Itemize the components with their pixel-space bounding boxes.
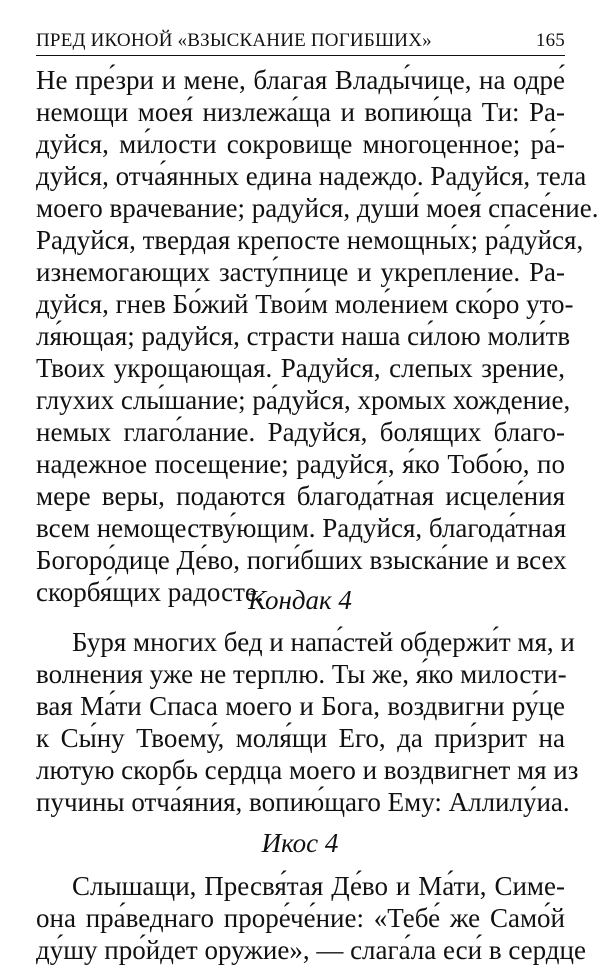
text-line: немощи моея́ низлежа́ща и вопию́ща Ти: Ра- [36,97,565,127]
text-line: немых глаго́лание. Радуйся, болящих благо- [36,417,565,447]
running-header [36,24,565,56]
text-line: глухих слы́шание; ра́дуйся, хромых хождение, [36,385,571,415]
text-line: надежное посещение; радуйся, я́ко Тобо́ю, по [36,449,565,479]
text-line: Богоро́дице Де́во, поги́бших взыска́ние и всех [36,545,567,575]
text-line: ля́ющая; радуйся, страсти наша си́лою моли́тв [36,321,571,351]
running-title: ПРЕД ИКОНОЙ «ВЗЫСКАНИЕ ПОГИБШИХ» [36,30,432,51]
text-line: Буря многих бед и напа́стей обдержи́т мя, и [72,627,575,657]
text-line: дуйся, гнев Бо́жий Твои́м моле́нием ско́ро уто- [36,289,574,319]
text-line: Твоих укрощающая. Радуйся, слепых зрение, [36,353,565,383]
ikos-4-text [36,870,586,966]
kondak-4-heading: Кондак 4 [248,585,352,615]
page-number: 165 [535,30,565,51]
text-line: она пра́веднаго проре́че́ние: «Тебе́ же Само́й [36,903,565,933]
ikos-3-text [36,64,599,608]
ikos-4-heading: Икос 4 [261,828,339,858]
text-line: всем немоществу́ющим. Радуйся, благода́тная [36,513,567,543]
text-line: Радуйся, твердая крепосте немощны́х; ра́дуйся, [36,225,584,255]
text-line: ду́шу про́йдет оружие», — слага́ла еси́ в сердце [36,935,586,965]
kondak-4-text [36,626,579,818]
text-line: пучины отча́яния, вопию́щаго Ему: Аллилу́иа. [36,787,570,817]
text-line: мере веры, подаются благода́тная исцеле́ния [36,481,565,511]
text-line: скорбя́щих радосте. [36,577,264,607]
text-line: дуйся, ми́лости сокровище многоценное; ра́- [36,129,565,159]
text-line: дуйся, отча́янных едина надеждо. Радуйся, тела [36,161,587,191]
text-line: вая Ма́ти Спаса моего и Бога, воздвигни ру́це [36,691,565,721]
text-line: волнения уже не терплю. Ты же, я́ко милости- [36,659,567,689]
text-line: моего врачевание; радуйся, души́ моея́ спасе́ние. [36,193,599,223]
text-line: Не пре́зри и мене, благая Влады́чице, на одре́ [36,65,565,95]
text-line: лютую скорбь сердца моего и воздвигнет мя из [36,755,579,785]
text-line: к Сы́ну Твоему́, моля́щи Его, да при́зрит на [36,723,565,753]
text-line: изнемогающих засту́пнице и укрепление. Ра- [36,257,565,287]
text-line: Слышащи, Пресвя́тая Де́во и Ма́ти, Симе- [72,871,565,901]
